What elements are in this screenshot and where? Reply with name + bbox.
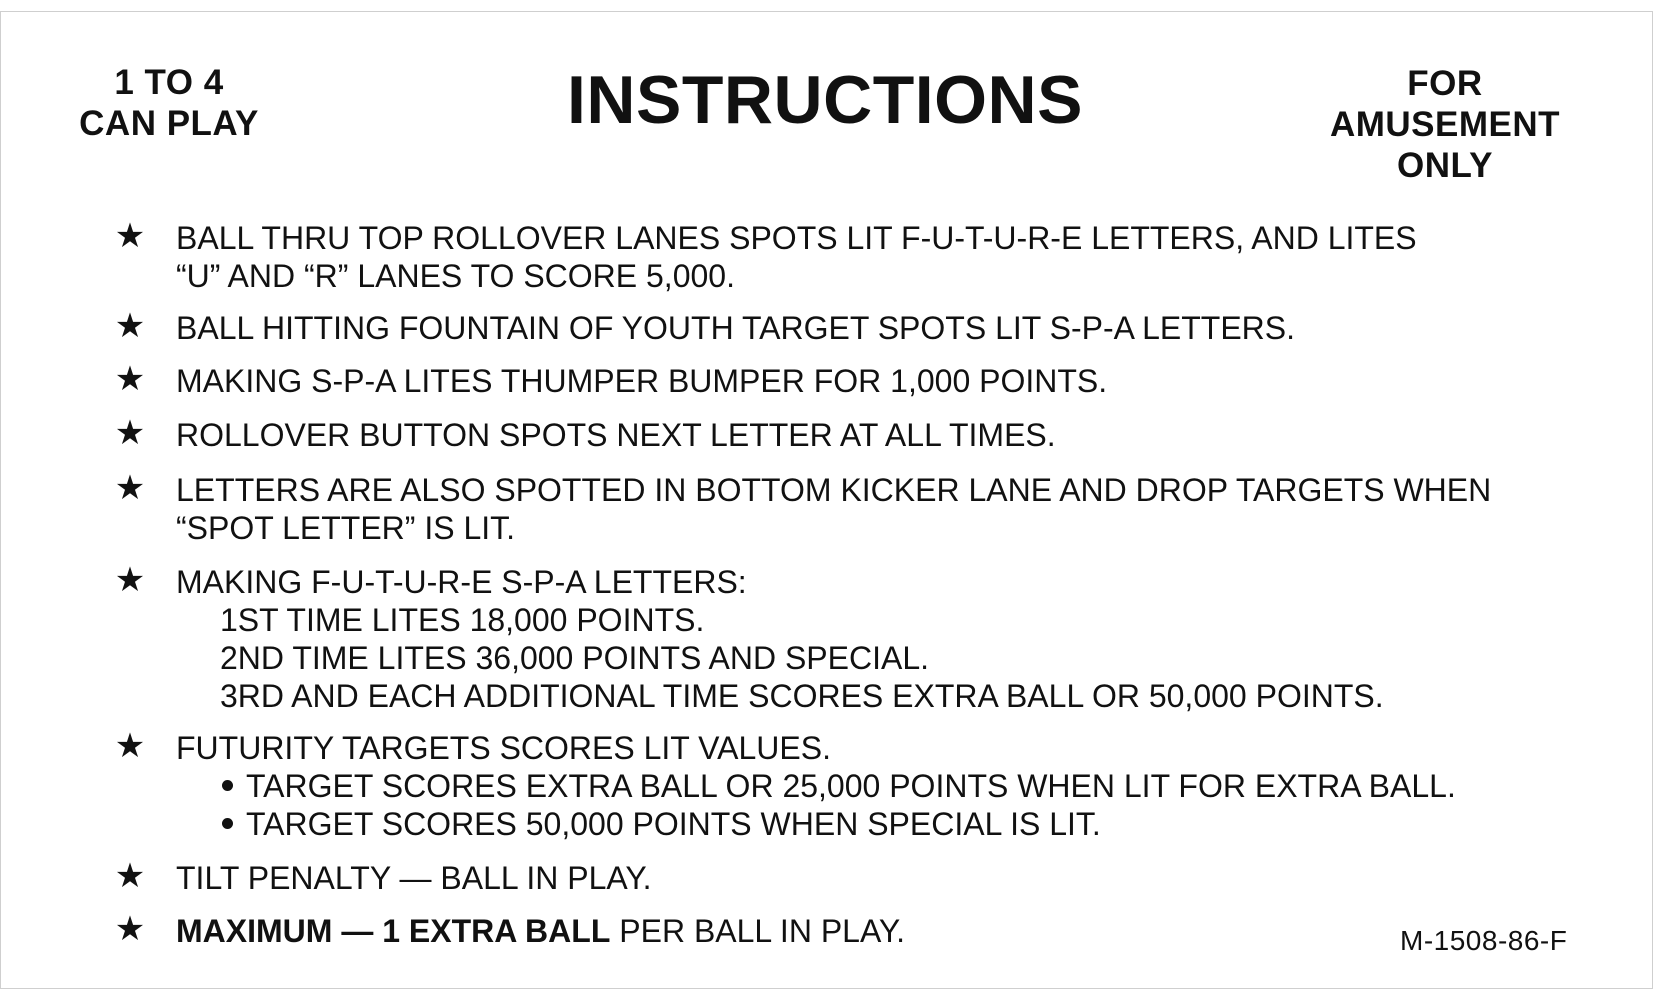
star-bullet-icon: ★ — [114, 413, 146, 453]
rule-item — [110, 359, 1610, 400]
amusement-line-3: ONLY — [1396, 146, 1493, 185]
star-bullet-icon: ★ — [114, 359, 146, 399]
rule-item — [110, 413, 1610, 454]
rule-text-line: FUTURITY TARGETS SCORES LIT VALUES. — [176, 730, 831, 766]
bullet-dot-icon — [222, 780, 233, 791]
star-bullet-icon: ★ — [114, 560, 146, 600]
rule-text-line: MAKING S-P-A LITES THUMPER BUMPER FOR 1,000 POINTS. — [176, 363, 1108, 399]
player-count-line-1: 1 TO 4 — [114, 63, 224, 102]
bullet-dot-icon — [222, 818, 233, 829]
rule-text-line: LETTERS ARE ALSO SPOTTED IN BOTTOM KICKER LANE AND DROP TARGETS WHEN — [176, 472, 1492, 508]
star-bullet-icon: ★ — [114, 909, 146, 949]
rule-text-line: BALL THRU TOP ROLLOVER LANES SPOTS LIT F-U-T-U-R-E LETTERS, AND LITES — [176, 220, 1417, 256]
page-title: INSTRUCTIONS — [567, 62, 1083, 138]
rule-text-line — [176, 912, 1610, 950]
amusement-line-1: FOR — [1407, 64, 1483, 103]
part-number: M-1508-86-F — [1400, 925, 1568, 956]
rule-text-line: “SPOT LETTER” IS LIT. — [176, 510, 516, 546]
rule-item — [110, 856, 1610, 897]
rule-rest-text: PER BALL IN PLAY. — [610, 913, 906, 949]
rule-item — [110, 216, 1610, 295]
star-bullet-icon: ★ — [114, 468, 146, 508]
player-count-line-2: CAN PLAY — [79, 104, 259, 143]
rule-bullet-item — [110, 767, 1610, 805]
rule-text-line: BALL HITTING FOUNTAIN OF YOUTH TARGET SPOTS LIT S-P-A LETTERS. — [176, 310, 1295, 346]
player-count-label — [69, 62, 269, 144]
rule-bullet-text: TARGET SCORES 50,000 POINTS WHEN SPECIAL IS LIT. — [246, 806, 1101, 842]
rule-item — [110, 560, 1610, 715]
rule-sub-line: 1ST TIME LITES 18,000 POINTS. — [220, 602, 705, 638]
amusement-line-2: AMUSEMENT — [1329, 105, 1561, 144]
rule-bullet-text: TARGET SCORES EXTRA BALL OR 25,000 POINTS WHEN LIT FOR EXTRA BALL. — [246, 768, 1456, 804]
rule-sub-line: 3RD AND EACH ADDITIONAL TIME SCORES EXTRA BALL OR 50,000 POINTS. — [220, 678, 1384, 714]
rule-item — [110, 909, 1610, 950]
star-bullet-icon: ★ — [114, 726, 146, 766]
rule-text-line: MAKING F-U-T-U-R-E S-P-A LETTERS: — [176, 564, 747, 600]
rule-sub-line: 2ND TIME LITES 36,000 POINTS AND SPECIAL. — [220, 640, 929, 676]
rule-text-line: ROLLOVER BUTTON SPOTS NEXT LETTER AT ALL TIMES. — [176, 417, 1056, 453]
star-bullet-icon: ★ — [114, 306, 146, 346]
rule-text-line: TILT PENALTY — BALL IN PLAY. — [176, 860, 652, 896]
rule-bold-text: MAXIMUM — 1 EXTRA BALL — [176, 913, 611, 949]
rule-bullet-item — [110, 805, 1610, 843]
rule-item — [110, 306, 1610, 347]
rule-item — [110, 468, 1610, 547]
rule-text-line: “U” AND “R” LANES TO SCORE 5,000. — [176, 258, 735, 294]
star-bullet-icon: ★ — [114, 216, 146, 256]
rule-item — [110, 726, 1610, 843]
star-bullet-icon: ★ — [114, 856, 146, 896]
amusement-label — [1315, 63, 1575, 186]
